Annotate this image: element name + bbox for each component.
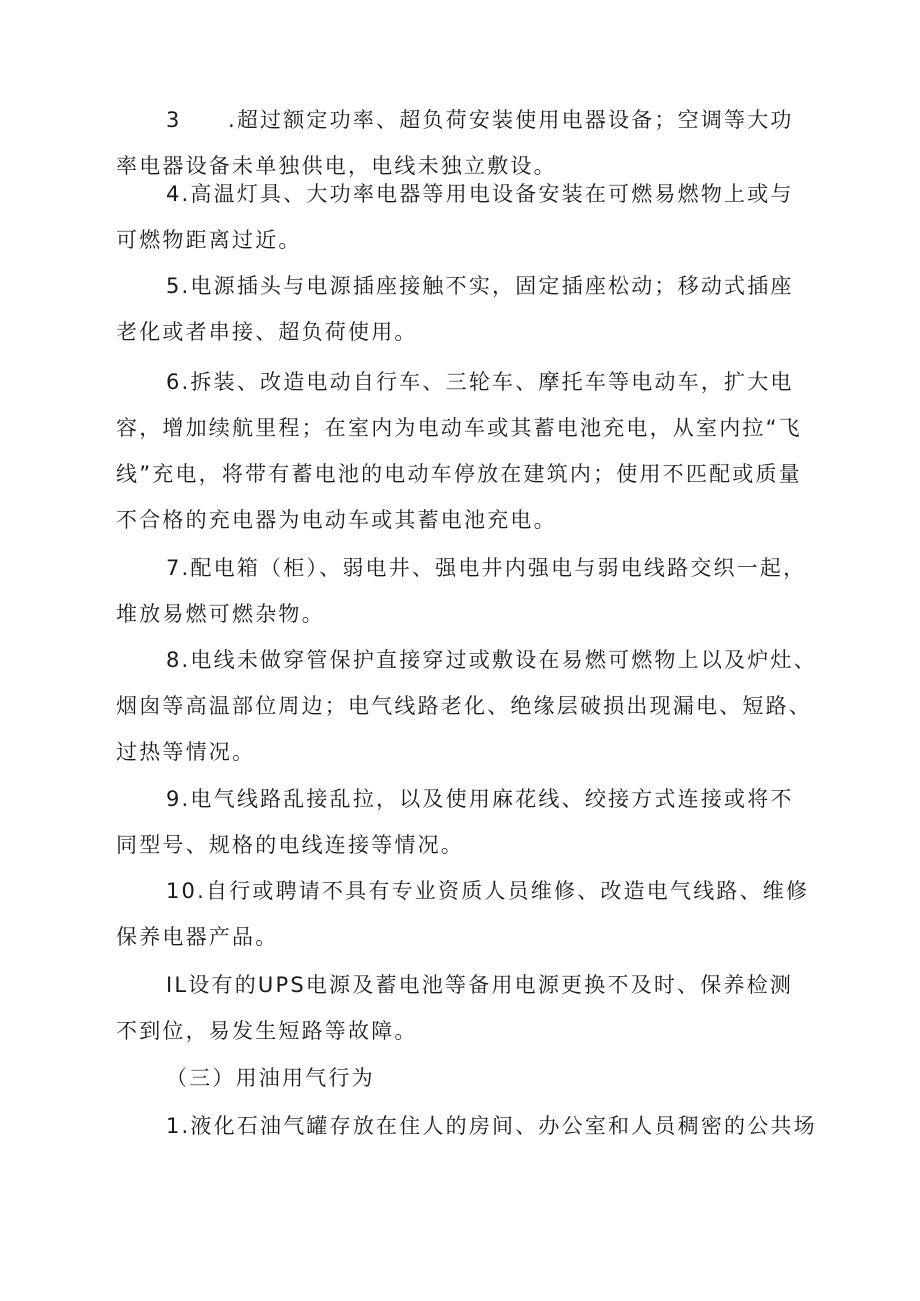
paragraph-line: 9.电气线路乱接乱拉，以及使用麻花线、绞接方式连接或将不 (166, 787, 794, 811)
paragraph-item-10 (116, 868, 810, 960)
paragraph-line: 线”充电，将带有蓄电池的电动车停放在建筑内；使用不匹配或质量 (116, 462, 802, 486)
paragraph-item-q1 (116, 1103, 817, 1149)
paragraph-item-9 (116, 776, 806, 868)
paragraph-line: 3 .超过额定功率、超负荷安装使用电器设备；空调等大功 (166, 108, 794, 132)
paragraph-line: 同型号、规格的电线连接等情况。 (116, 833, 464, 857)
paragraph-line: 不到位，易发生短路等故障。 (116, 1019, 418, 1043)
paragraph-item-7 (116, 545, 806, 637)
paragraph-line: IL设有的UPS电源及蓄电池等备用电源更换不及时、保养检测 (166, 973, 794, 997)
paragraph-item-5 (116, 263, 806, 355)
paragraph-line: 可燃物距离过近。 (116, 228, 302, 252)
paragraph-line: 4.高温灯具、大功率电器等用电设备安装在可燃易燃物上或与 (166, 182, 794, 206)
paragraph-line: 不合格的充电器为电动车或其蓄电池充电。 (116, 508, 557, 532)
paragraph-line: 6.拆装、改造电动自行车、三轮车、摩托车等电动车，扩大电 (166, 370, 794, 394)
paragraph-line: 1.液化石油气罐存放在住人的房间、办公室和人员稠密的公共场 (166, 1114, 817, 1138)
paragraph-line: 容，增加续航里程；在室内为电动车或其蓄电池充电，从室内拉“飞 (116, 416, 802, 440)
paragraph-item-11 (116, 962, 806, 1054)
section-heading-text: （三）用油用气行为 (166, 1066, 375, 1090)
paragraph-item-6 (116, 359, 806, 543)
paragraph-line: 5.电源插头与电源插座接触不实，固定插座松动；移动式插座 (166, 274, 794, 298)
paragraph-line: 保养电器产品。 (116, 925, 279, 949)
section-heading (116, 1055, 806, 1101)
paragraph-line: 率电器设备未单独供电，电线未独立敷设。 (116, 154, 557, 178)
paragraph-line: 烟囱等高温部位周边；电气线路老化、绝缘层破损出现漏电、短路、 (116, 694, 812, 718)
paragraph-line: 7.配电箱（柜）、弱电井、强电井内强电与弱电线路交织一起， (166, 556, 807, 580)
paragraph-item-4 (116, 171, 806, 263)
paragraph-line: 老化或者串接、超负荷使用。 (116, 320, 418, 344)
paragraph-line: 过热等情况。 (116, 740, 256, 764)
paragraph-line: 8.电线未做穿管保护直接穿过或敷设在易燃可燃物上以及炉灶、 (166, 648, 817, 672)
paragraph-line: 堆放易燃可燃杂物。 (116, 602, 325, 626)
paragraph-line: 10.自行或聘请不具有专业资质人员维修、改造电气线路、维修 (166, 879, 810, 903)
paragraph-item-8 (116, 637, 817, 775)
